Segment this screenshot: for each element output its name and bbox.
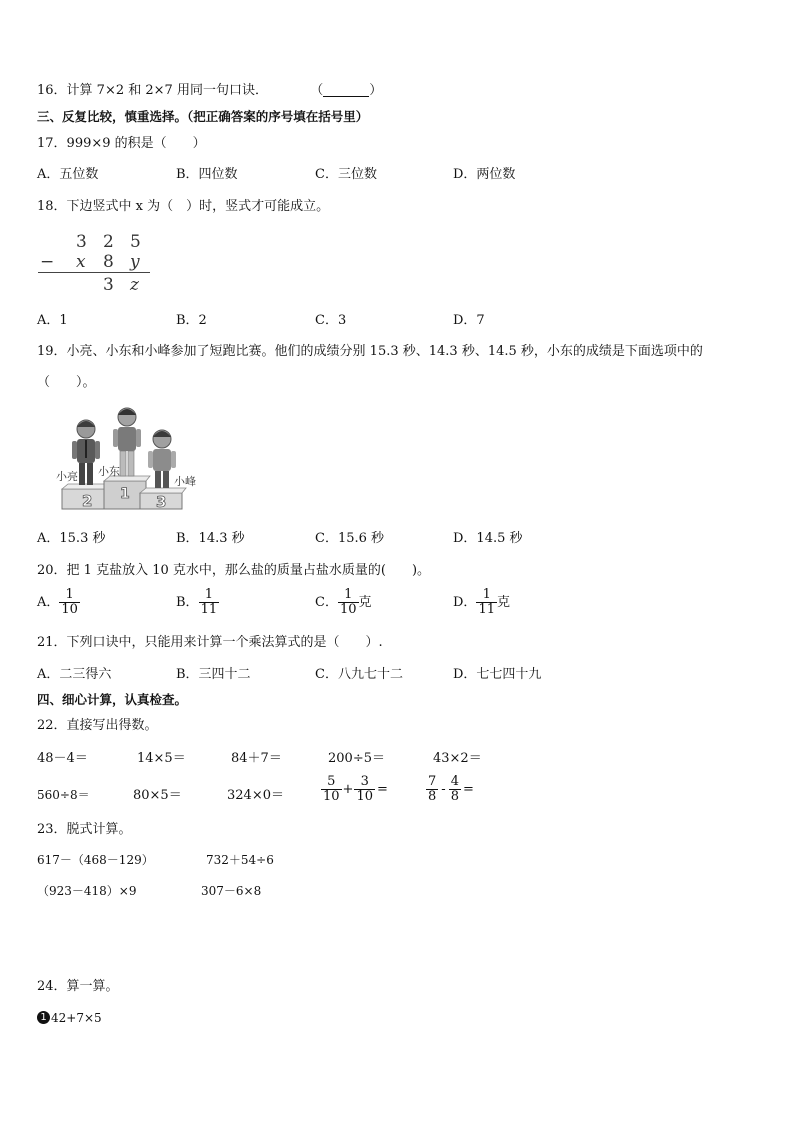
q22-r2-item1: 560÷8＝	[37, 788, 90, 802]
q17-option-b[interactable]: B．四位数	[176, 167, 238, 182]
q17-question: 17．999×9 的积是（ ）	[37, 136, 206, 151]
frac-numerator: 1	[338, 588, 359, 603]
q19-question-line1: 19．小亮、小东和小峰参加了短跑比赛。他们的成绩分别 15.3 秒、14.3 秒、14.5 秒，小东的成绩是下面选项中的	[37, 344, 703, 359]
label-xiaofeng: 小峰	[174, 475, 196, 488]
frac-numerator: 1	[476, 588, 497, 603]
vert-r2-8: 8	[103, 252, 114, 272]
q20-option-a[interactable]	[37, 588, 80, 616]
vert-r1-d3: 5	[130, 232, 141, 252]
q20-option-d-label: D．	[453, 594, 477, 610]
q20-option-b[interactable]	[176, 588, 219, 616]
q20-option-c[interactable]	[315, 588, 372, 616]
q23-item1: 617－（468－129）	[37, 853, 154, 867]
q22-r1-item5: 43×2＝	[433, 751, 482, 766]
frac-denominator: 8	[450, 788, 459, 804]
frac-denominator: 8	[428, 788, 437, 804]
frac-denominator: 11	[200, 601, 218, 617]
q18-option-a[interactable]: A．1	[37, 313, 68, 328]
q22-fraction-difference	[426, 775, 474, 803]
q16-answer-blank[interactable]	[323, 84, 369, 97]
q24-item1	[37, 1011, 102, 1024]
podium-number-2: 2	[82, 492, 93, 510]
plus-sign: +	[342, 781, 354, 797]
frac-denominator: 10	[339, 601, 357, 617]
fraction	[321, 775, 342, 803]
frac-denominator: 10	[61, 601, 78, 617]
q22-r1-item2: 14×5＝	[137, 751, 186, 766]
circled-number-1: 1	[37, 1011, 50, 1024]
fraction	[426, 775, 438, 803]
q20-option-b-fraction	[199, 588, 220, 616]
q18-option-c[interactable]: C．3	[315, 313, 347, 328]
frac-numerator: 7	[428, 774, 437, 789]
frac-denominator: 10	[323, 788, 340, 804]
q16-paren-open: （	[310, 83, 324, 98]
frac-denominator: 11	[478, 601, 495, 617]
q23-item3: （923－418）×9	[37, 884, 137, 898]
fraction	[449, 775, 461, 803]
frac-numerator: 1	[199, 588, 220, 603]
q22-fraction-sum	[321, 775, 388, 803]
equals-sign: =	[377, 781, 388, 797]
section3-title: 三、反复比较，慎重选择。（把正确答案的序号填在括号里）	[37, 109, 369, 124]
q22-r1-item4: 200÷5＝	[328, 751, 385, 766]
podium-number-3: 3	[156, 493, 167, 511]
vert-r1-d1: 3	[76, 232, 87, 252]
vert-r2-y: y	[130, 252, 140, 272]
q20-option-a-fraction	[59, 588, 80, 616]
q16-line	[37, 84, 382, 97]
vert-r2-x: x	[76, 252, 86, 272]
q18-option-b[interactable]: B．2	[176, 313, 207, 328]
q24-item1-expression: 42+7×5	[51, 1010, 102, 1025]
q17-option-d[interactable]: D．两位数	[453, 167, 516, 182]
q21-option-b[interactable]: B．三四十二	[176, 667, 251, 682]
q21-question: 21．下列口诀中，只能用来计算一个乘法算式的是（ ）.	[37, 635, 383, 650]
q20-option-c-label: C．	[315, 594, 338, 610]
q18-vertical-subtraction	[36, 230, 156, 296]
frac-denominator: 10	[356, 788, 373, 804]
fraction	[354, 775, 375, 803]
frac-numerator: 1	[59, 588, 80, 603]
q20-question: 20．把 1 克盐放入 10 克水中，那么盐的质量占盐水质量的( )。	[37, 563, 431, 578]
q22-r1-item1: 48－4＝	[37, 751, 88, 766]
minus-sign: -	[441, 781, 446, 797]
q22-question: 22．直接写出得数。	[37, 718, 158, 733]
equals-sign: =	[462, 781, 474, 797]
q23-question: 23．脱式计算。	[37, 822, 132, 837]
kid-xiaofeng-figure	[148, 430, 176, 488]
q20-option-a-label: A．	[37, 594, 60, 610]
podium-illustration	[54, 405, 204, 513]
q18-question: 18．下边竖式中 x 为（ ）时，竖式才可能成立。	[37, 199, 330, 214]
q20-option-c-fraction	[338, 588, 359, 616]
q19-option-b[interactable]: B．14.3 秒	[176, 531, 245, 546]
q21-option-d[interactable]: D．七七四十九	[453, 667, 542, 682]
podium-number-1: 1	[120, 486, 130, 502]
q22-r2-item2: 80×5＝	[133, 788, 182, 803]
q17-option-c[interactable]: C．三位数	[315, 167, 377, 182]
q16-paren-close: ）	[369, 83, 383, 98]
q20-option-b-label: B．	[176, 594, 199, 610]
q24-question: 24．算一算。	[37, 979, 119, 994]
q18-option-d[interactable]: D．7	[453, 313, 485, 328]
q19-option-a[interactable]: A．15.3 秒	[37, 531, 106, 546]
q19-option-c[interactable]: C．15.6 秒	[315, 531, 385, 546]
label-xiaoliang: 小亮	[56, 470, 78, 483]
vert-r3-z: z	[130, 275, 139, 295]
q21-option-c[interactable]: C．八九七十二	[315, 667, 403, 682]
q21-option-a[interactable]: A．二三得六	[37, 667, 112, 682]
q22-r2-item3: 324×0＝	[227, 788, 284, 803]
q20-option-d-unit: 克	[496, 594, 510, 610]
q17-option-a[interactable]: A．五位数	[37, 167, 99, 182]
vert-r3-3: 3	[103, 275, 114, 295]
q20-option-d-fraction	[476, 588, 497, 616]
q19-option-d[interactable]: D．14.5 秒	[453, 531, 523, 546]
q20-option-d[interactable]	[453, 588, 510, 616]
q23-item2: 732＋54÷6	[206, 853, 274, 867]
vert-minus: −	[40, 252, 55, 272]
q22-r1-item3: 84＋7＝	[231, 751, 282, 766]
frac-numerator: 5	[321, 775, 342, 790]
section4-title: 四、细心计算，认真检查。	[37, 692, 188, 707]
q20-option-c-unit: 克	[358, 594, 372, 610]
vert-r1-d2: 2	[103, 232, 114, 252]
q16-text: 16．计算 7×2 和 2×7 用同一句口诀．	[37, 83, 268, 98]
frac-numerator: 4	[450, 774, 459, 789]
q19-question-line2: （ ）。	[37, 375, 96, 390]
label-xiaodong: 小东	[98, 465, 120, 478]
vert-rule	[38, 272, 150, 273]
q23-item4: 307－6×8	[201, 884, 262, 898]
frac-numerator: 3	[354, 775, 375, 790]
